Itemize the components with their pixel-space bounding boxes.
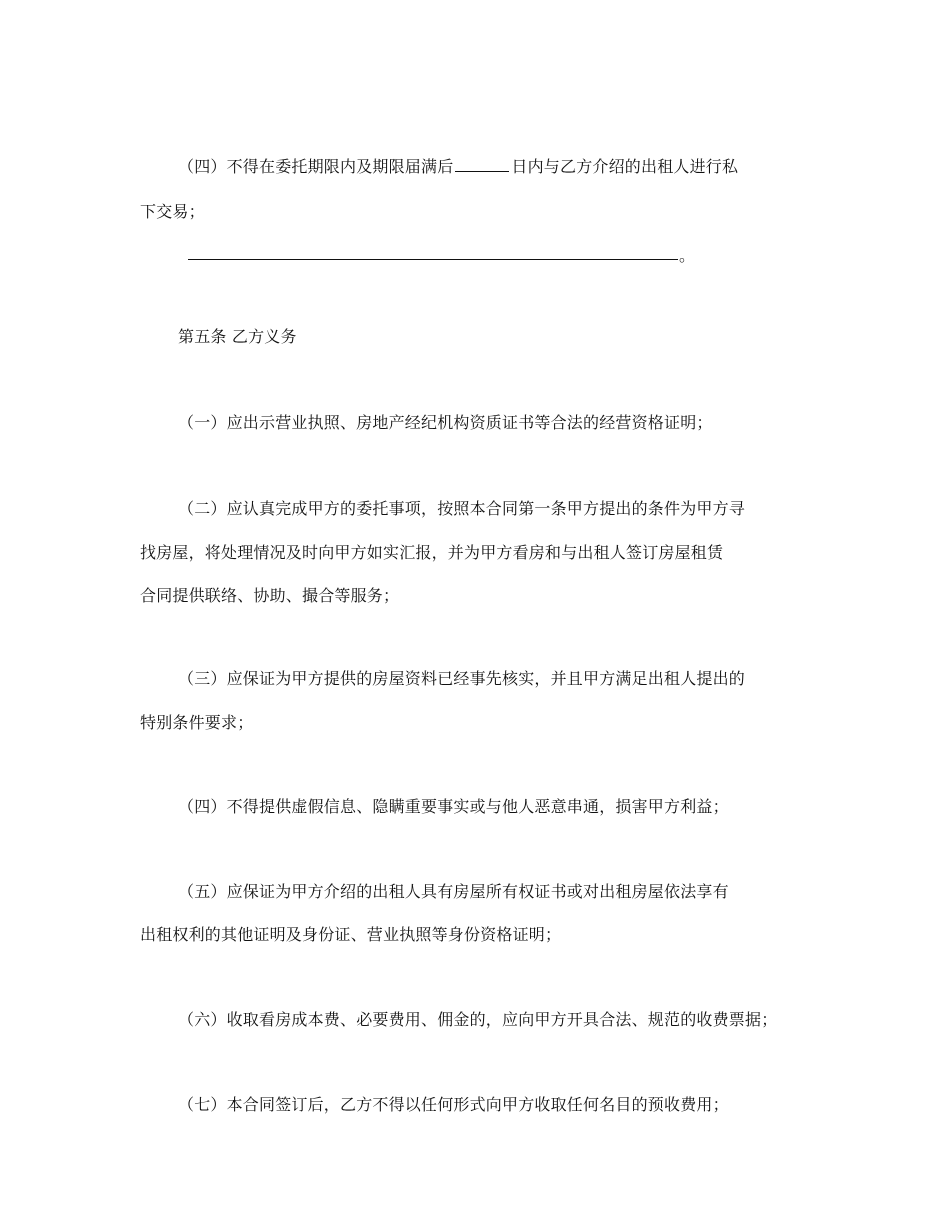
clause4-item4-line1 <box>178 157 858 177</box>
article5-item5-line2: 出租权利的其他证明及身份证、营业执照等身份资格证明； <box>140 925 562 944</box>
article5-item6: （六）收取看房成本费、必要费用、佣金的，应向甲方开具合法、规范的收费票据； <box>178 1010 778 1029</box>
article5-item3-line2: 特别条件要求； <box>140 713 254 732</box>
blank-line-period: 。 <box>679 246 696 265</box>
clause4-item4-line2: 下交易； <box>140 202 205 221</box>
article5-heading: 第五条 乙方义务 <box>178 327 297 346</box>
fill-in-blank-line <box>188 259 678 260</box>
article5-item3-line1: （三）应保证为甲方提供的房屋资料已经事先核实，并且甲方满足出租人提出的 <box>178 669 746 688</box>
article5-item4: （四）不得提供虚假信息、隐瞒重要事实或与他人恶意串通，损害甲方利益； <box>178 797 729 816</box>
days-blank <box>455 157 509 172</box>
article5-item7: （七）本合同签订后，乙方不得以任何形式向甲方收取任何名目的预收费用； <box>178 1095 729 1114</box>
article5-item2-line3: 合同提供联络、协助、撮合等服务； <box>140 586 400 605</box>
article5-item2-line2: 找房屋，将处理情况及时向甲方如实汇报，并为甲方看房和与出租人签订房屋租赁 <box>140 543 724 562</box>
clause4-item4-text-after: 日内与乙方介绍的出租人进行私 <box>511 157 739 176</box>
clause4-item4-text-before: （四）不得在委托期限内及期限届满后 <box>178 157 454 176</box>
article5-item2-line1: （二）应认真完成甲方的委托事项，按照本合同第一条甲方提出的条件为甲方寻 <box>178 499 746 518</box>
article5-item1: （一）应出示营业执照、房地产经纪机构资质证书等合法的经营资格证明； <box>178 413 713 432</box>
article5-item5-line1: （五）应保证为甲方介绍的出租人具有房屋所有权证书或对出租房屋依法享有 <box>178 882 729 901</box>
